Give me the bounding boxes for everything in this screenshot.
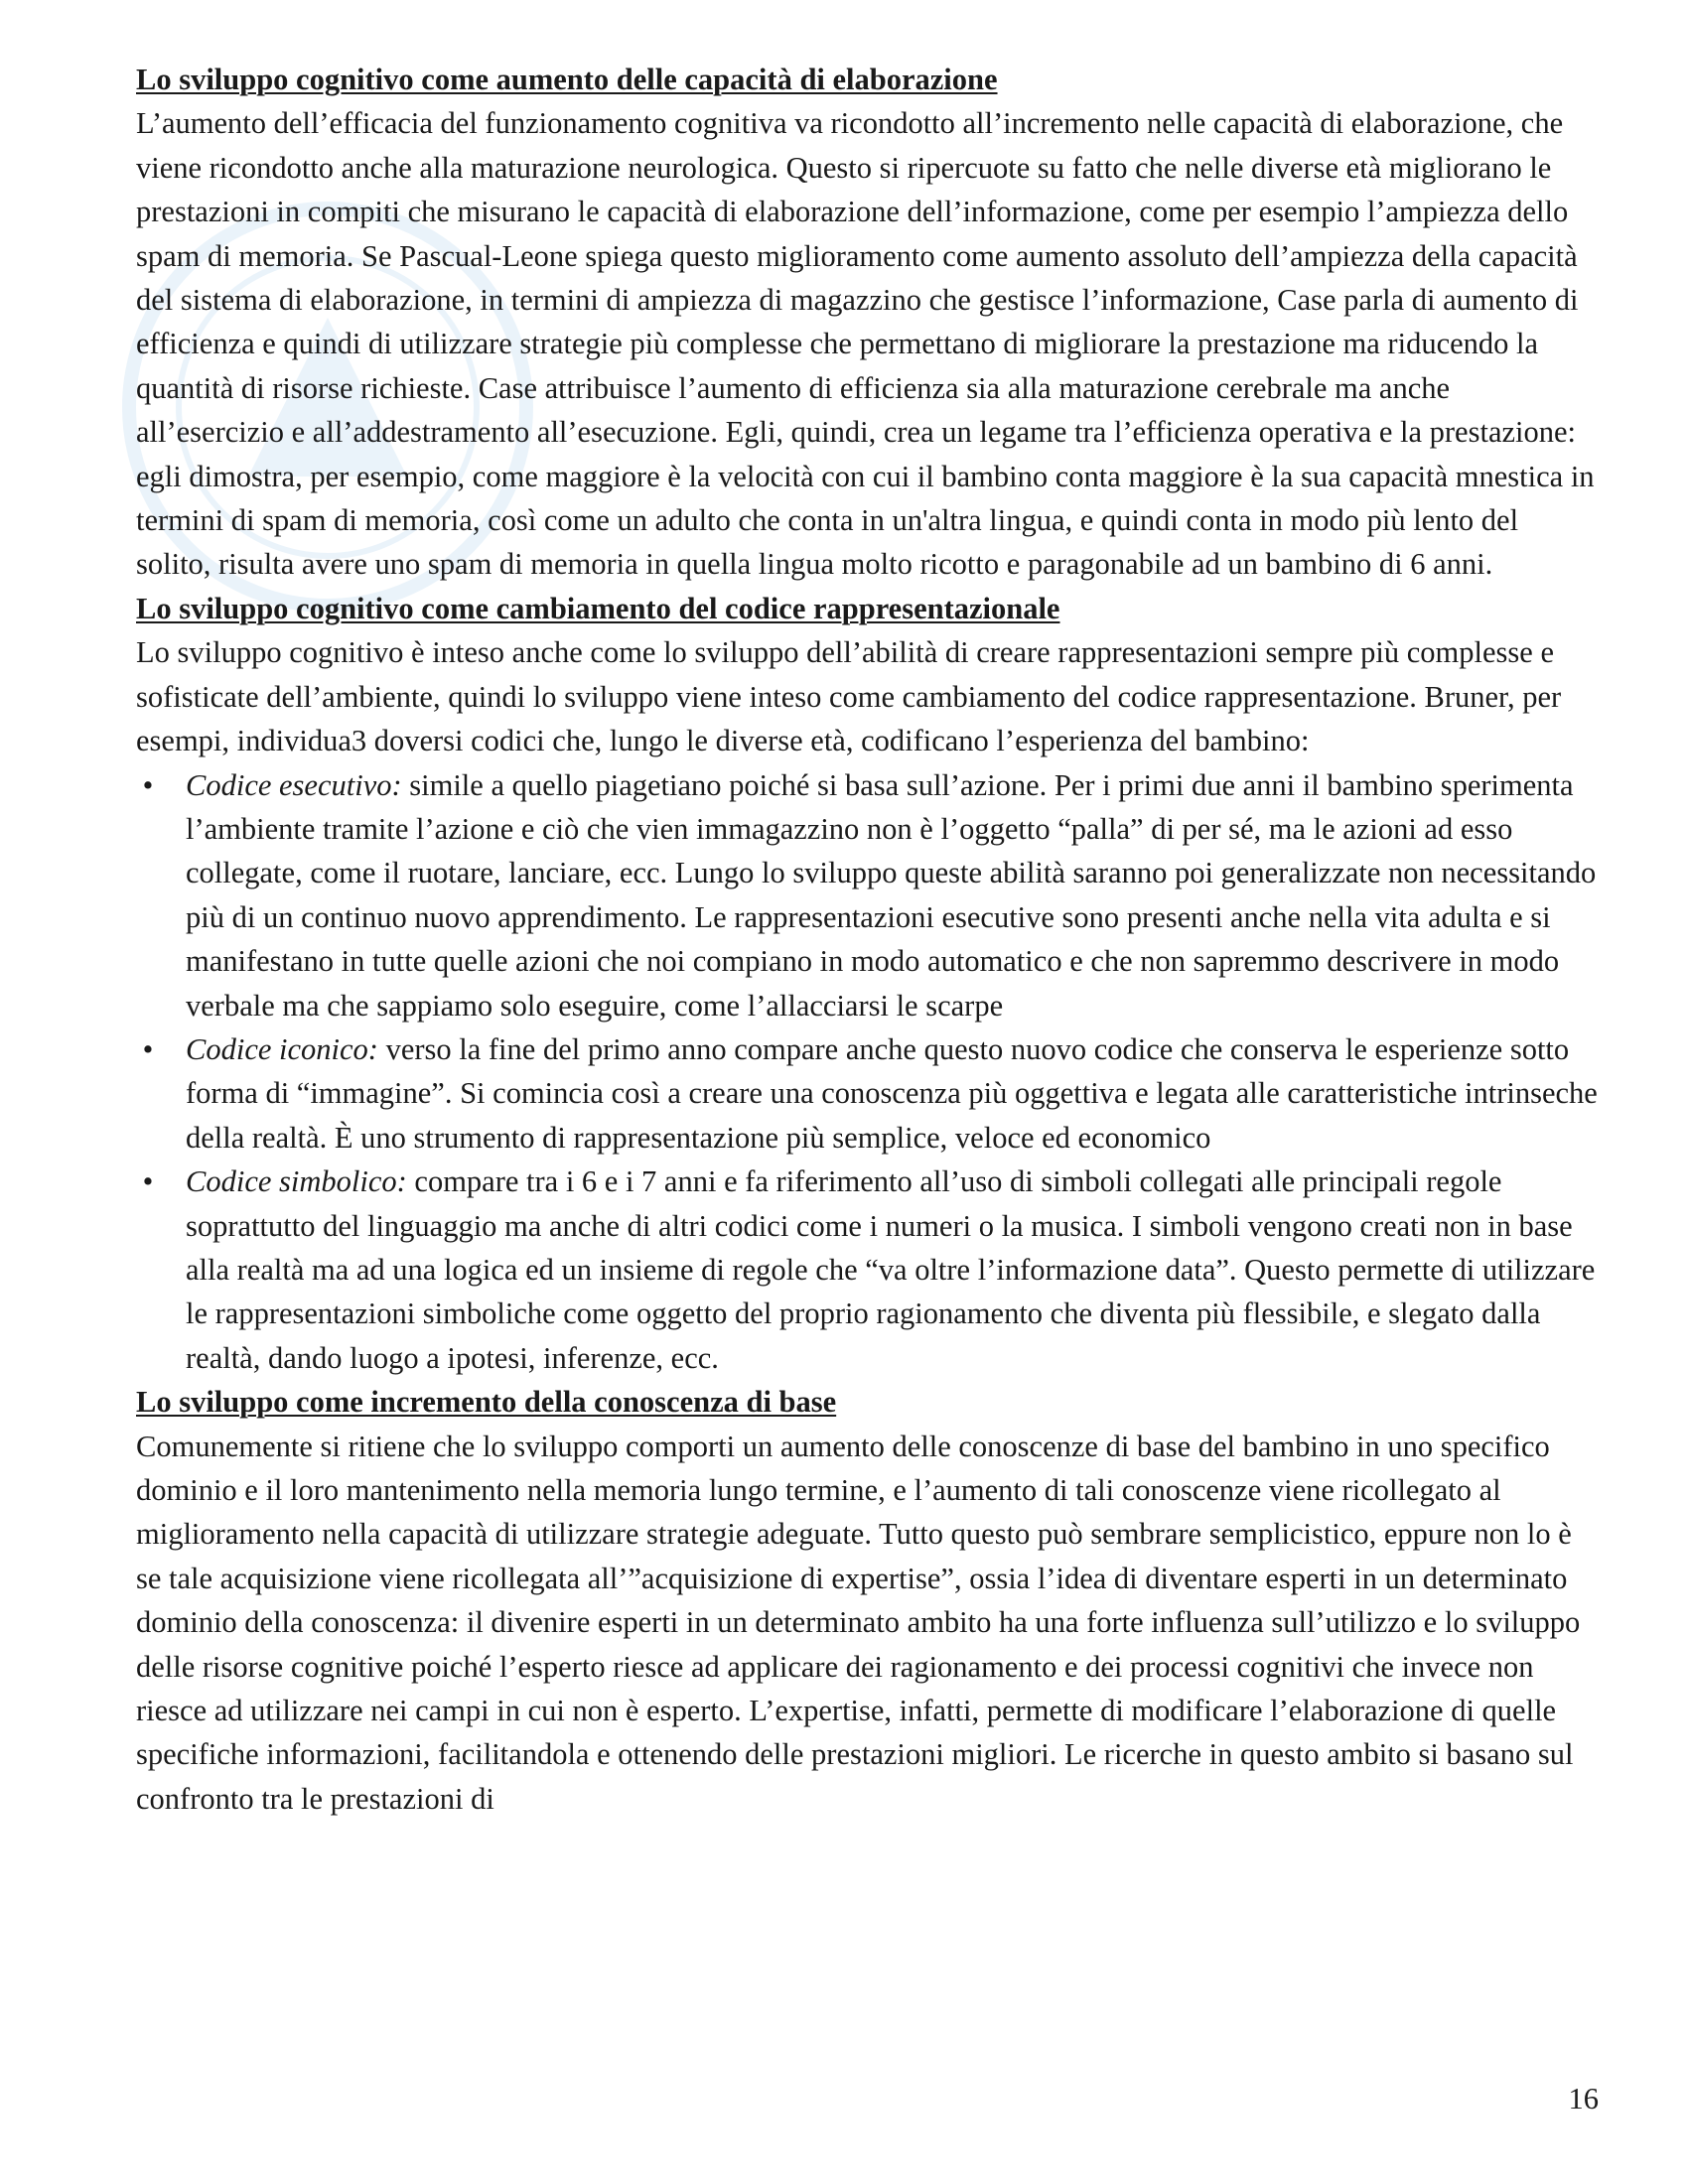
bullet-icon: • <box>142 1031 154 1066</box>
term-codice-esecutivo: Codice esecutivo: <box>186 767 402 802</box>
codici-list <box>136 763 1598 1381</box>
section-heading-rappresentazionale: Lo sviluppo cognitivo come cambiamento del codice rappresentazionale <box>136 591 1060 625</box>
term-codice-simbolico: Codice simbolico: <box>186 1164 407 1199</box>
list-item-codice-simbolico <box>136 1160 1598 1380</box>
section-paragraph-conoscenza-base: Comunemente si ritiene che lo sviluppo comporti un aumento delle conoscenze di base del bambino in uno specifico dominio e il loro mantenimento nella memoria lungo termine, e l’aumento di tali conoscenze viene ricollegato al miglioramento nella capacità di utilizzare strategie adeguate. Tutto questo può sembrare semplicistico, eppure non lo è se tale acquisizione viene ricollegata all’”acquisizione di expertise”, ossia l’idea di diventare esperti in un determinato dominio della conoscenza: il divenire esperti in un determinato ambito ha una forte influenza sull’utilizzo e lo sviluppo delle risorse cognitive poiché l’esperto riesce ad applicare dei ragionamento e dei processi cognitivi che invece non riesce ad utilizzare nei campi in cui non è esperto. L’expertise, infatti, permette di modificare l’elaborazione di quelle specifiche informazioni, facilitandola e ottenendo delle prestazioni migliori. Le ricerche in questo ambito si basano sul confronto tra le prestazioni di <box>136 1429 1581 1816</box>
text-codice-esecutivo: simile a quello piagetiano poiché si basa sull’azione. Per i primi due anni il bambino sperimenta l’ambiente tramite l’azione e ciò che vien immagazzino non è l’oggetto “palla” di per sé, ma le azioni ad esso collegate, come il ruotare, lanciare, ecc. Lungo lo sviluppo queste abilità saranno poi generalizzate non necessitando più di un continuo nuovo apprendimento. Le rappresentazioni esecutive sono presenti anche nella vita adulta e si manifestano in tutte quelle azioni che noi compiano in modo automatico e che non sapremmo descrivere in modo verbale ma che sappiamo solo eseguire, come l’allacciarsi le scarpe <box>186 767 1597 1023</box>
text-codice-iconico: verso la fine del primo anno compare anche questo nuovo codice che conserva le esperienze sotto forma di “immagine”. Si comincia così a creare una conoscenza più oggettiva e legata alle caratteristiche intrinseche della realtà. È uno strumento di rappresentazione più semplice, veloce ed economico <box>186 1031 1598 1155</box>
document-body <box>136 58 1598 1821</box>
text-codice-simbolico: compare tra i 6 e i 7 anni e fa riferimento all’uso di simboli collegati alle principali regole soprattutto del linguaggio ma anche di altri codici come i numeri o la musica. I simboli vengono creati non in base alla realtà ma ad una logica ed un insieme di regole che “va oltre l’informazione data”. Questo permette di utilizzare le rappresentazioni simboliche come oggetto del proprio ragionamento che diventa più flessibile, e slegato dalla realtà, dando luogo a ipotesi, inferenze, ecc. <box>186 1164 1596 1375</box>
bullet-icon: • <box>142 767 154 802</box>
section-paragraph-elaborazione: L’aumento dell’efficacia del funzionamento cognitiva va ricondotto all’incremento nelle capacità di elaborazione, che viene ricondotto anche alla maturazione neurologica. Questo si ripercuote su fatto che nelle diverse età migliorano le prestazioni in compiti che misurano le capacità di elaborazione dell’informazione, come per esempio l’ampiezza dello spam di memoria. Se Pascual-Leone spiega questo miglioramento come aumento assoluto dell’ampiezza della capacità del sistema di elaborazione, in termini di ampiezza di magazzino che gestisce l’informazione, Case parla di aumento di efficienza e quindi di utilizzare strategie più complesse che permettano di migliorare la prestazione ma riducendo la quantità di risorse richieste. Case attribuisce l’aumento di efficienza sia alla maturazione cerebrale ma anche all’esercizio e all’addestramento all’esecuzione. Egli, quindi, crea un legame tra l’efficienza operativa e la prestazione: egli dimostra, per esempio, come maggiore è la velocità con cui il bambino conta maggiore è la sua capacità mnestica in termini di spam di memoria, così come un adulto che conta in un'altra lingua, e quindi conta in modo più lento del solito, risulta avere uno spam di memoria in quella lingua molto ricotto e paragonabile ad un bambino di 6 anni. <box>136 106 1595 582</box>
section-heading-elaborazione: Lo sviluppo cognitivo come aumento delle capacità di elaborazione <box>136 63 998 96</box>
bullet-icon: • <box>142 1164 154 1199</box>
term-codice-iconico: Codice iconico: <box>186 1031 378 1066</box>
page-number: 16 <box>1568 2082 1599 2116</box>
section-paragraph-rappresentazionale: Lo sviluppo cognitivo è inteso anche come lo sviluppo dell’abilità di creare rappresentazioni sempre più complesse e sofisticate dell’ambiente, quindi lo sviluppo viene inteso come cambiamento del codice rappresentazione. Bruner, per esempi, individua3 doversi codici che, lungo le diverse età, codificano l’esperienza del bambino: <box>136 635 1562 758</box>
section-heading-conoscenza-base: Lo sviluppo come incremento della conoscenza di base <box>136 1385 837 1420</box>
list-item-codice-iconico <box>136 1027 1598 1160</box>
list-item-codice-esecutivo <box>136 763 1598 1027</box>
